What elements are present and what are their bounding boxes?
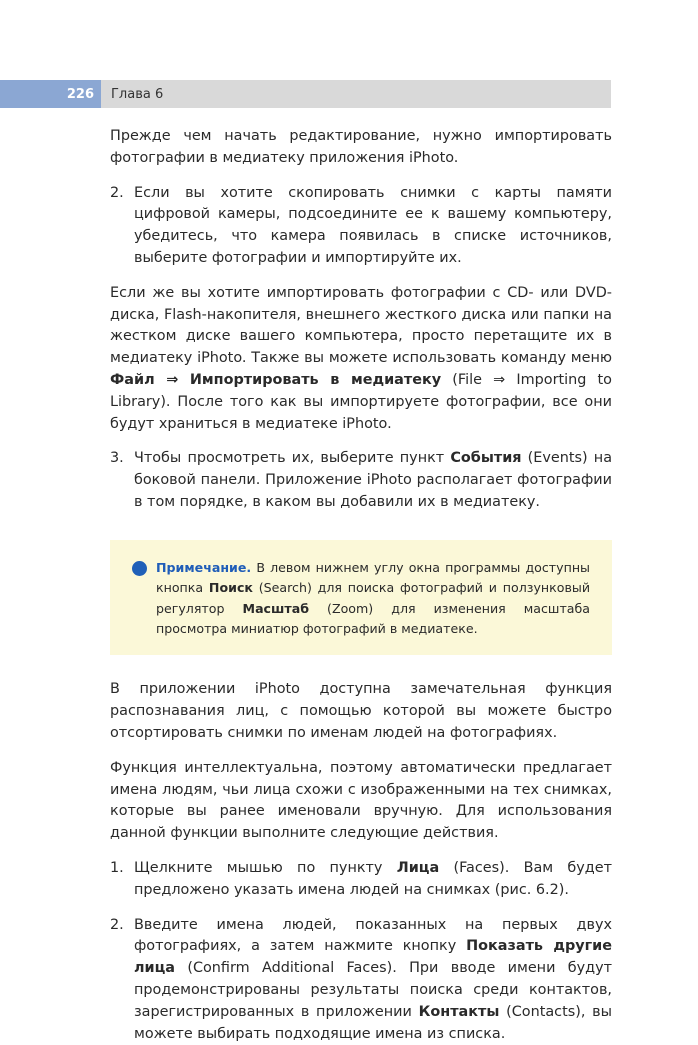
list-text: Если вы хотите скопировать снимки с карты памяти цифровой камеры, подсоедините ее к вашему компьютеру, убедитесь, что камера появилась в списке источников, выберите фотографии и импортируйте их. [134, 184, 612, 266]
list-item-3 [110, 448, 612, 513]
text-span: Введите имена людей, показанных на первых двух фотографиях, а затем нажмите кнопку [134, 916, 612, 955]
text-span: Чтобы просмотреть их, выберите пункт [134, 450, 451, 467]
text-span: Щелкните мышью по пункту [134, 859, 397, 876]
import-paragraph [110, 283, 612, 436]
step-1 [110, 858, 612, 902]
text-span: (Events) на боковой панели. Приложение iPhoto располагает фотографии в том порядке, в каком вы добавили их в медиатеку. [134, 450, 613, 510]
bold-term: Поиск [208, 580, 253, 596]
text-span: Если же вы хотите импортировать фотографии с CD- или DVD-диска, Flash-накопителя, внешнего жесткого диска или папки на жестком диске вашего компьютера, просто перетащите их в медиатеку iPhoto. Также вы можете использовать команду меню [110, 284, 612, 367]
note-box [110, 540, 612, 656]
list-number: 2. [110, 184, 124, 201]
bold-term: Показать другие лица [134, 938, 612, 977]
list-number: 2. [110, 916, 124, 933]
list-number: 1. [110, 859, 124, 876]
page-number: 226 [0, 80, 101, 108]
list-item-2 [110, 183, 612, 270]
text-span: (Confirm Additional Faces). При вводе имени будут продемонстрированы результаты поиска среди контактов, зарегистрированных в приложении [134, 960, 612, 1020]
chapter-title: Глава 6 [101, 80, 611, 108]
text-span: (Faces). Вам будет предложено указать имена людей на снимках (рис. 6.2). [134, 859, 612, 898]
list-number: 3. [110, 450, 124, 467]
text-span: (Search) для поиска фотографий и ползунковый регулятор [156, 580, 591, 616]
page-header [0, 80, 611, 108]
note-title: Примечание. [156, 559, 252, 575]
intro-paragraph: Прежде чем начать редактирование, нужно импортировать фотографии в медиатеку приложения iPhoto. [110, 128, 612, 166]
text-span: (Zoom) для изменения масштаба просмотра миниатюр фотографий в медиатеке. [156, 600, 590, 636]
text-span: В левом нижнем углу окна программы доступны кнопка [156, 559, 590, 596]
menu-command: Файл ⇒ Импортировать в медиатеку [110, 371, 442, 388]
intel-paragraph: Функция интеллектуальна, поэтому автоматически предлагает имена людям, чьи лица схожи с изображенными на тех снимках, которые вы ранее именовали вручную. Для использования данной функции выполните следующие действия. [110, 759, 612, 842]
bold-term: События [450, 450, 522, 467]
list-text [134, 448, 612, 513]
bold-term: Контакты [418, 1003, 500, 1020]
note-text [156, 558, 590, 640]
text-span: (File ⇒ Importing to Library). После того как вы импортируете фотографии, все они будут храниться в медиатеке iPhoto. [110, 371, 612, 432]
text-span: (Contacts), вы можете выбирать подходящие имена из списка. [134, 1003, 613, 1042]
step-2 [110, 915, 612, 1045]
bold-term: Масштаб [242, 600, 309, 616]
bold-term: Лица [396, 859, 440, 876]
faces-paragraph: В приложении iPhoto доступна замечательная функция распознавания лиц, с помощью которой вы можете быстро отсортировать снимки по именам людей на фотографиях. [110, 681, 612, 741]
list-text [134, 858, 612, 902]
note-bullet-icon [132, 561, 147, 576]
page-body [110, 126, 612, 1045]
list-text [134, 915, 612, 1045]
